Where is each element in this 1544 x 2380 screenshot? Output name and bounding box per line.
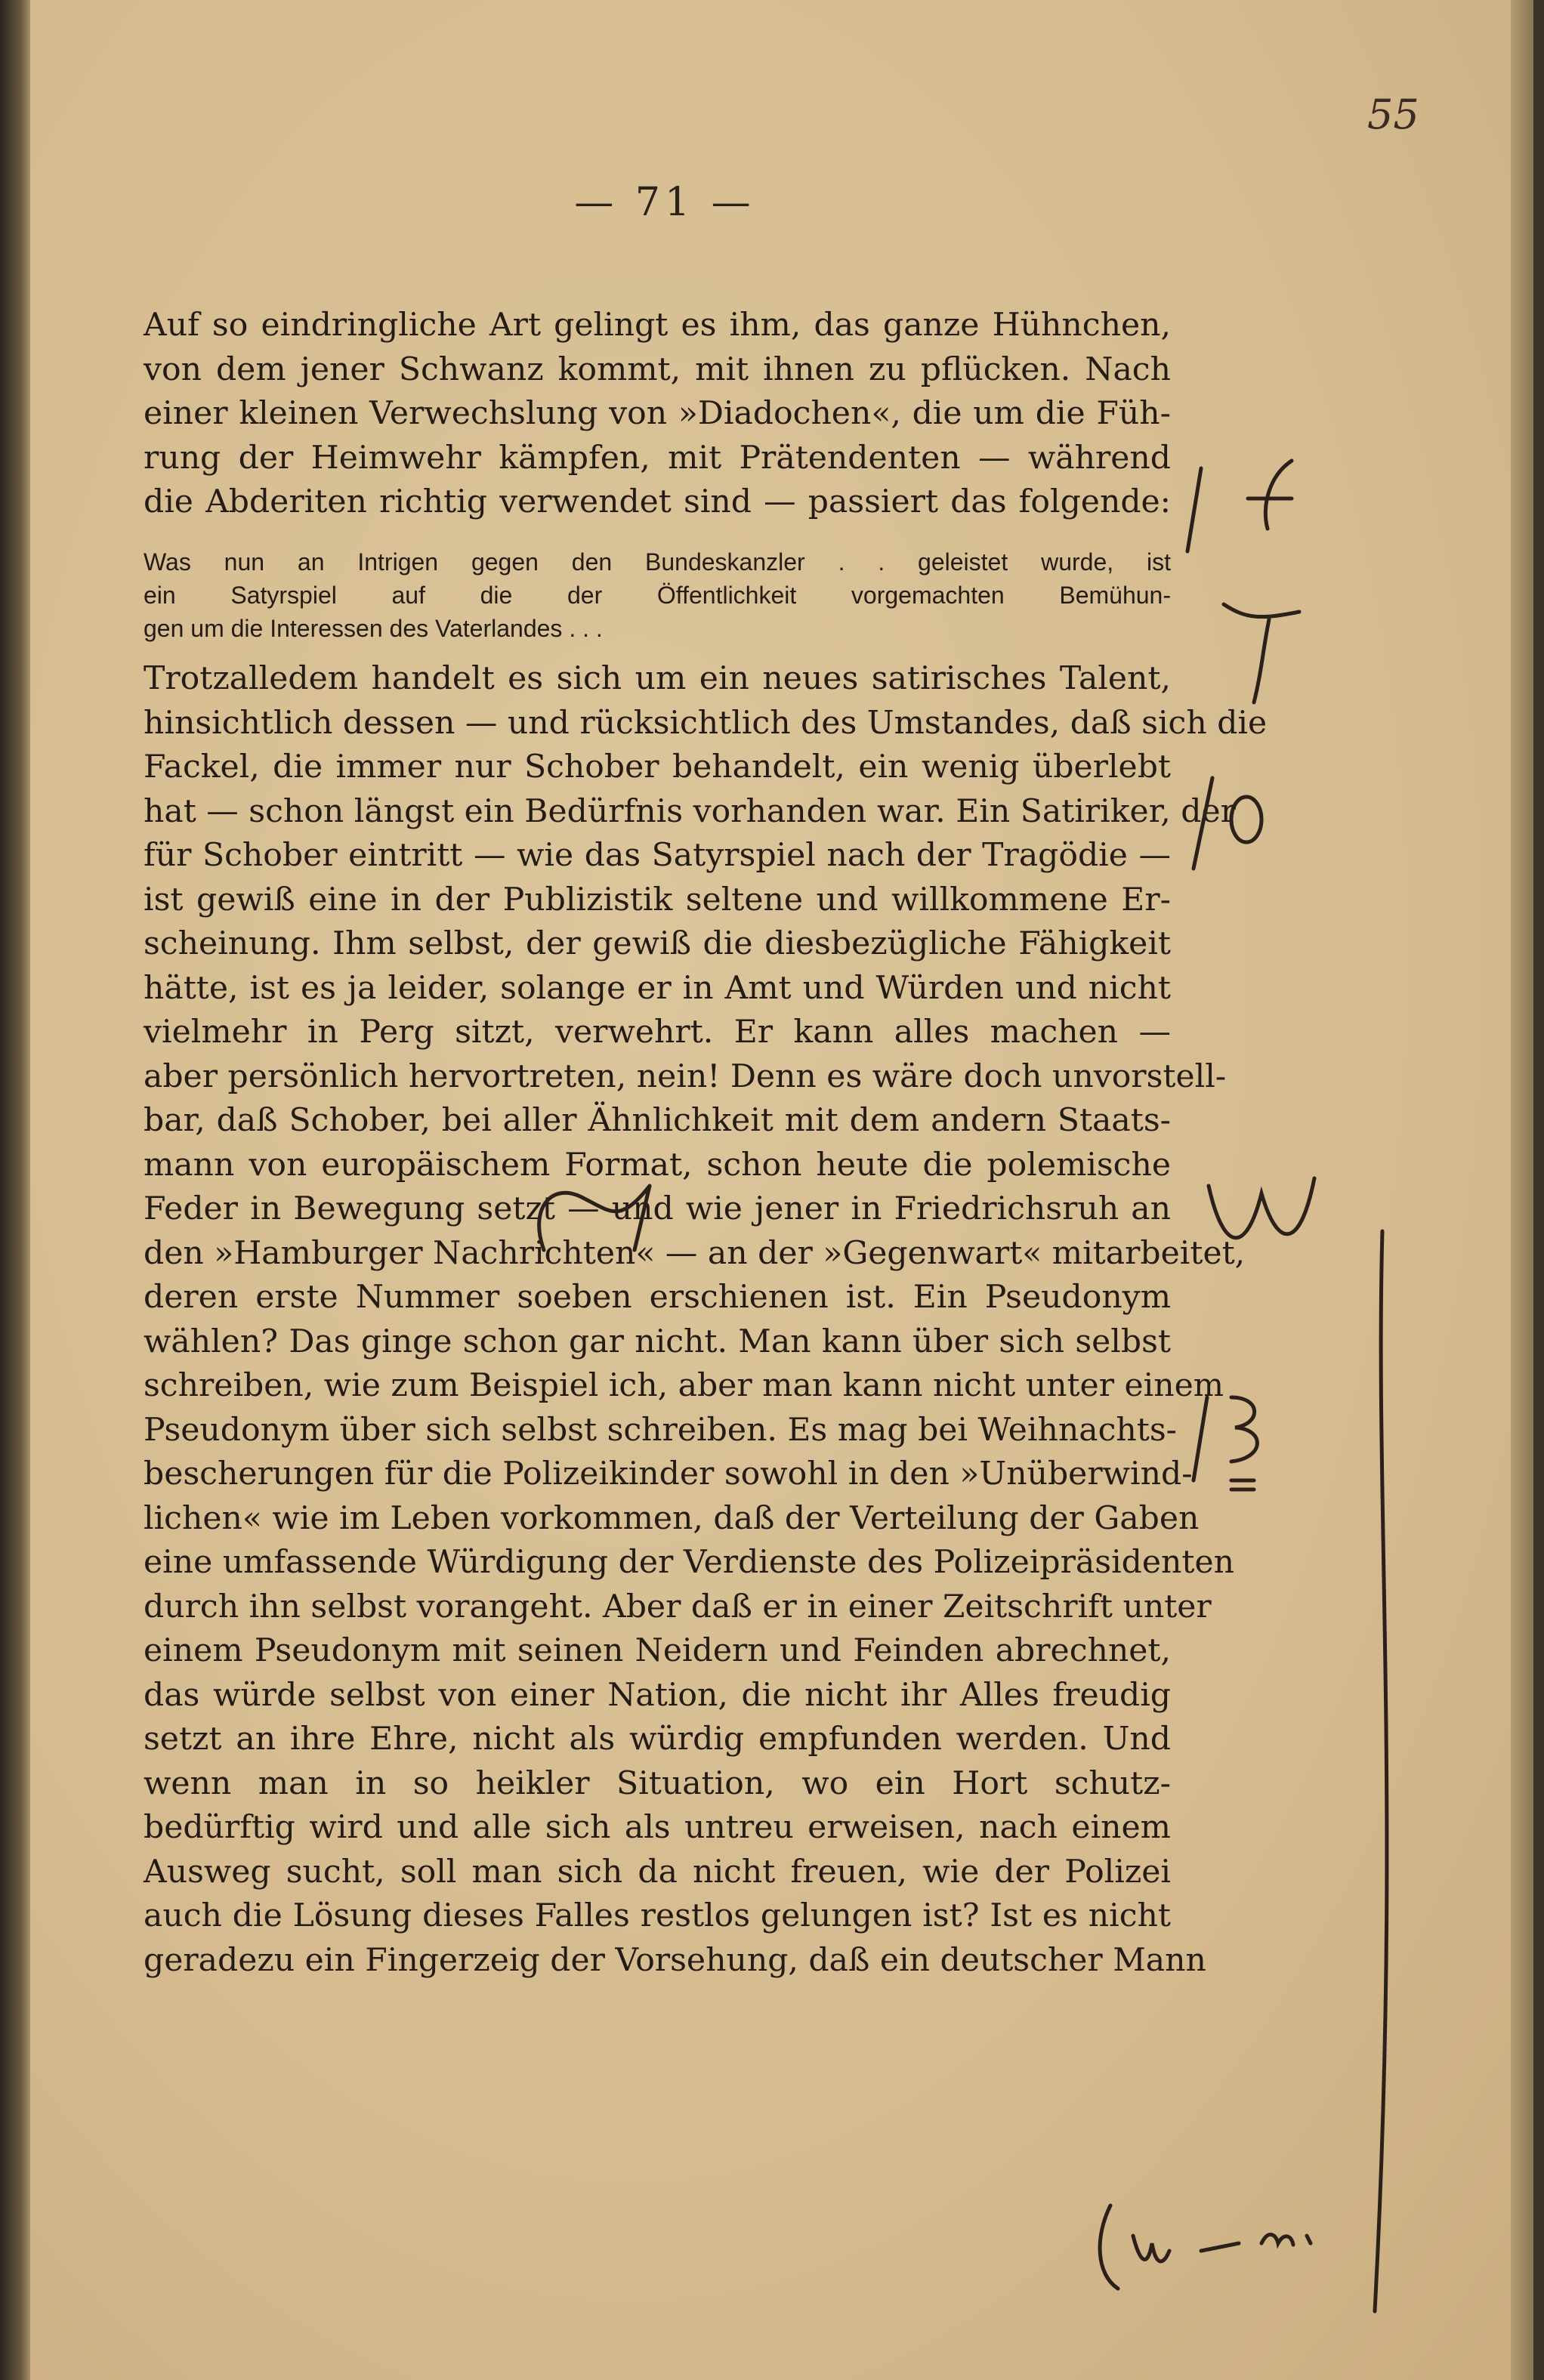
text-line: den »Hamburger Nachrichten« — an der »Gegenwart« mitarbeitet, <box>144 1234 1246 1272</box>
text-line: von dem jener Schwanz kommt, mit ihnen zu pflücken. Nach <box>144 350 1171 388</box>
text-line: für Schober eintritt — wie das Satyrspiel nach der Tragödie — <box>144 837 1171 874</box>
block-quote <box>144 545 1171 645</box>
text-line: bar, daß Schober, bei aller Ähnlichkeit mit dem andern Staats- <box>144 1102 1171 1139</box>
text-line: bedürftig wird und alle sich als untreu erweisen, nach einem <box>144 1809 1171 1846</box>
text-line: eine umfassende Würdigung der Verdienste des Polizeipräsidenten <box>144 1544 1235 1581</box>
text-line: das würde selbst von einer Nation, die nicht ihr Alles freudig <box>144 1676 1171 1714</box>
quote-line: Was nun an Intrigen gegen den Bundeskanzler . . geleistet wurde, ist <box>144 548 1171 576</box>
text-line: einer kleinen Verwechslung von »Diadochen«, die um die Füh- <box>144 395 1171 432</box>
margin-vertical-line <box>1329 1209 1420 2326</box>
text-line: geradezu ein Fingerzeig der Vorsehung, daß ein deutscher Mann <box>144 1941 1206 1979</box>
text-line: scheinung. Ihm selbst, der gewiß die diesbezügliche Fähigkeit <box>144 925 1171 962</box>
text-line: hat — schon längst ein Bedürfnis vorhanden war. Ein Satiriker, der <box>144 792 1236 830</box>
text-line: Trotzalledem handelt es sich um ein neues satirisches Talent, <box>144 660 1171 697</box>
text-line: einem Pseudonym mit seinen Neidern und Feinden abrechnet, <box>144 1632 1171 1669</box>
text-line: wählen? Das ginge schon gar nicht. Man kann über sich selbst <box>144 1323 1171 1360</box>
text-line: ist gewiß eine in der Publizistik seltene und willkommene Er- <box>144 881 1171 918</box>
text-line: durch ihn selbst vorangeht. Aber daß er in einer Zeitschrift unter <box>144 1588 1212 1625</box>
text-line: deren erste Nummer soeben erschienen ist. Ein Pseudonym <box>144 1279 1171 1316</box>
page-number: — 71 — <box>574 180 755 225</box>
text-line: aber persönlich hervortreten, nein! Denn es wäre doch unvorstell- <box>144 1057 1227 1095</box>
bottom-margin-note <box>1080 2190 1367 2311</box>
text-line: vielmehr in Perg sitzt, verwehrt. Er kann alles machen — <box>144 1014 1171 1051</box>
text-line: rung der Heimwehr kämpfen, mit Prätendenten — während <box>144 439 1171 477</box>
text-line: mann von europäischem Format, schon heute die polemische <box>144 1146 1171 1184</box>
quote-line: ein Satyrspiel auf die der Öffentlichkeit vorgemachten Bemühun- <box>144 582 1171 609</box>
paragraph-1 <box>144 304 1171 525</box>
text-line: Ausweg sucht, soll man sich da nicht freuen, wie der Polizei <box>144 1853 1171 1891</box>
book-spine <box>0 0 30 2380</box>
text-line: bescherungen für die Polizeikinder sowohl in den »Unüberwind- <box>144 1455 1193 1493</box>
text-line: hätte, ist es ja leider, solange er in Amt und Würden und nicht <box>144 969 1171 1007</box>
folio-number: 55 <box>1367 91 1419 138</box>
text-line: Fackel, die immer nur Schober behandelt, ein wenig überlebt <box>144 749 1171 786</box>
text-line: lichen« wie im Leben vorkommen, daß der Verteilung der Gaben <box>144 1499 1200 1537</box>
text-line: wenn man in so heikler Situation, wo ein Hort schutz- <box>144 1764 1171 1802</box>
text-line: hinsichtlich dessen — und rücksichtlich des Umstandes, daß sich die <box>144 704 1268 742</box>
quote-line: gen um die Interessen des Vaterlandes . . . <box>144 615 603 642</box>
margin-mark-1 <box>1178 453 1329 559</box>
text-line: Pseudonym über sich selbst schreiben. Es mag bei Weihnachts- <box>144 1411 1177 1449</box>
text-line: Feder in Bewegung setzt — und wie jener in Friedrichsruh an <box>144 1190 1171 1227</box>
text-line: setzt an ihre Ehre, nicht als würdig empfunden werden. Und <box>144 1721 1171 1758</box>
text-line: auch die Lösung dieses Falles restlos gelungen ist? Ist es nicht <box>144 1897 1171 1934</box>
text-line: die Abderiten richtig verwendet sind — passiert das folgende: <box>144 483 1171 520</box>
book-page <box>30 0 1533 2380</box>
page-edge <box>1511 0 1533 2380</box>
text-line: Auf so eindringliche Art gelingt es ihm, das ganze Hühnchen, <box>144 307 1171 344</box>
paragraph-2 <box>144 657 1268 1983</box>
text-line: schreiben, wie zum Beispiel ich, aber man kann nicht unter einem <box>144 1367 1224 1404</box>
